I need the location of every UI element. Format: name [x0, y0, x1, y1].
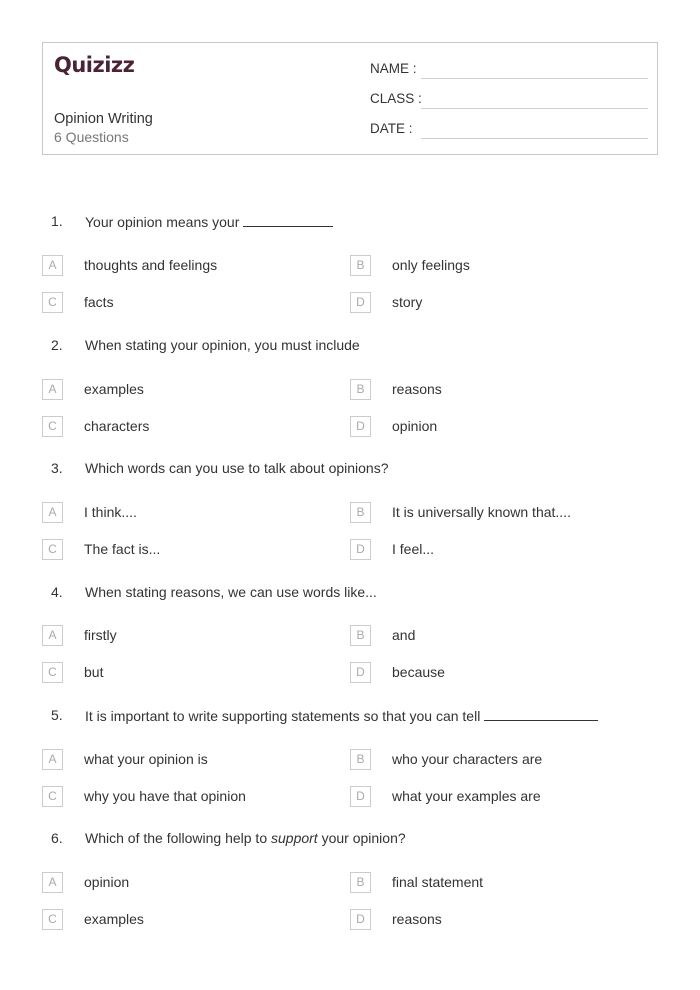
question-2 [0, 337, 700, 357]
question-text: Which words can you use to talk about opinions? [85, 460, 389, 476]
option-text: The fact is... [84, 541, 161, 557]
question-6 [0, 830, 700, 850]
option-text: firstly [84, 627, 117, 643]
option-letter-box: D [350, 539, 371, 560]
option-letter-box: B [350, 749, 371, 770]
date-field[interactable] [370, 121, 648, 141]
option-a[interactable] [42, 379, 342, 401]
option-letter-box: B [350, 255, 371, 276]
name-line [421, 78, 648, 79]
option-letter-box: B [350, 379, 371, 400]
option-a[interactable] [42, 872, 342, 894]
option-a[interactable] [42, 255, 342, 277]
option-letter-box: C [42, 416, 63, 437]
option-d[interactable] [350, 909, 650, 931]
question-number: 1. [51, 213, 63, 229]
option-letter-box: C [42, 539, 63, 560]
quizizz-logo: Quizizz [54, 53, 135, 77]
option-text: what your examples are [392, 788, 541, 804]
option-text: examples [84, 381, 144, 397]
option-letter-box: C [42, 909, 63, 930]
option-c[interactable] [42, 786, 342, 808]
option-text: reasons [392, 381, 442, 397]
option-letter-box: A [42, 872, 63, 893]
option-text: story [392, 294, 423, 310]
option-d[interactable] [350, 786, 650, 808]
option-letter-box: D [350, 786, 371, 807]
option-b[interactable] [350, 379, 650, 401]
option-letter-box: A [42, 749, 63, 770]
option-letter-box: C [42, 786, 63, 807]
question-text: It is important to write supporting statements so that you can tell [85, 707, 598, 724]
option-letter-box: A [42, 379, 63, 400]
option-letter-box: A [42, 625, 63, 646]
option-text: I feel... [392, 541, 435, 557]
option-letter-box: A [42, 502, 63, 523]
class-label: CLASS : [370, 91, 422, 106]
question-text: Which of the following help to support your opinion? [85, 830, 406, 846]
option-text: examples [84, 911, 144, 927]
option-b[interactable] [350, 749, 650, 771]
option-b[interactable] [350, 625, 650, 647]
worksheet-header [42, 42, 658, 155]
option-letter-box: B [350, 502, 371, 523]
question-number: 2. [51, 337, 63, 353]
question-5 [0, 707, 700, 727]
option-letter-box: B [350, 872, 371, 893]
answer-blank [484, 707, 598, 721]
emphasis-word: support [271, 830, 318, 846]
option-text: because [392, 664, 445, 680]
option-text: who your characters are [392, 751, 543, 767]
question-number: 4. [51, 584, 63, 600]
date-label: DATE : [370, 121, 413, 136]
class-line [421, 108, 648, 109]
option-c[interactable] [42, 416, 342, 438]
option-letter-box: D [350, 662, 371, 683]
question-3 [0, 460, 700, 480]
question-text: When stating your opinion, you must include [85, 337, 360, 353]
option-c[interactable] [42, 909, 342, 931]
option-text: reasons [392, 911, 442, 927]
option-b[interactable] [350, 872, 650, 894]
option-text: but [84, 664, 104, 680]
option-b[interactable] [350, 255, 650, 277]
option-text: and [392, 627, 416, 643]
option-a[interactable] [42, 749, 342, 771]
option-letter-box: D [350, 416, 371, 437]
option-text: why you have that opinion [84, 788, 246, 804]
option-a[interactable] [42, 502, 342, 524]
question-4 [0, 584, 700, 604]
option-text: It is universally known that.... [392, 504, 571, 520]
question-number: 6. [51, 830, 63, 846]
option-letter-box: A [42, 255, 63, 276]
worksheet-title: Opinion Writing [54, 111, 153, 127]
date-line [421, 138, 648, 139]
option-b[interactable] [350, 502, 650, 524]
option-letter-box: B [350, 625, 371, 646]
option-c[interactable] [42, 539, 342, 561]
option-text: final statement [392, 874, 484, 890]
option-text: what your opinion is [84, 751, 208, 767]
option-text: opinion [84, 874, 130, 890]
question-1 [0, 213, 700, 233]
option-d[interactable] [350, 662, 650, 684]
question-count: 6 Questions [54, 129, 129, 145]
question-text: When stating reasons, we can use words like... [85, 584, 377, 600]
option-letter-box: D [350, 909, 371, 930]
option-letter-box: C [42, 292, 63, 313]
question-text: Your opinion means your [85, 213, 333, 230]
option-letter-box: C [42, 662, 63, 683]
class-field[interactable] [370, 91, 648, 111]
option-text: facts [84, 294, 114, 310]
option-c[interactable] [42, 292, 342, 314]
option-d[interactable] [350, 539, 650, 561]
option-c[interactable] [42, 662, 342, 684]
name-label: NAME : [370, 61, 417, 76]
option-text: only feelings [392, 257, 470, 273]
option-d[interactable] [350, 292, 650, 314]
option-letter-box: D [350, 292, 371, 313]
question-number: 3. [51, 460, 63, 476]
name-field[interactable] [370, 61, 648, 81]
option-text: thoughts and feelings [84, 257, 218, 273]
option-a[interactable] [42, 625, 342, 647]
answer-blank [243, 213, 333, 227]
option-text: opinion [392, 418, 438, 434]
option-d[interactable] [350, 416, 650, 438]
option-text: characters [84, 418, 150, 434]
option-text: I think.... [84, 504, 137, 520]
question-number: 5. [51, 707, 63, 723]
